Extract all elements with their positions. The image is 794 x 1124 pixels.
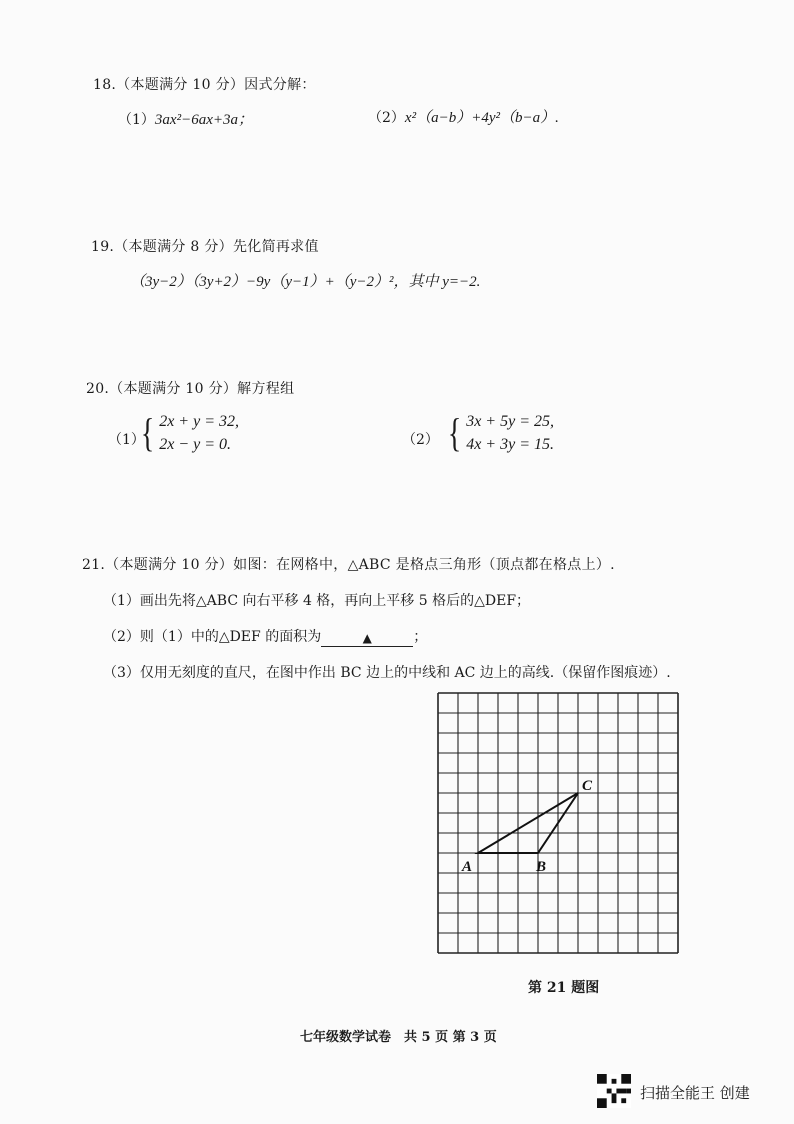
q21-heading: 21.（本题满分 10 分）如图：在网格中，△ABC 是格点三角形（顶点都在格点上）. [82,557,615,573]
q20-part1-label: （1） [108,432,145,448]
q20-part2-label: （2） [402,432,439,448]
page-footer: 七年级数学试卷 共 5 页 第 3 页 [300,1030,497,1045]
vertex-label-b: B [536,859,547,875]
q18-part1-expr: 3ax²−6ax+3a； [154,112,253,128]
q21-part1: （1）画出先将△ABC 向右平移 4 格，再向上平移 5 格后的△DEF； [103,593,531,609]
q21-figure-caption: 第 21 题图 [528,980,600,996]
q21-answer-blank[interactable] [321,630,413,647]
q20-system2-eq1: 3x + 5y = 25, [466,413,554,430]
q20-heading: 20.（本题满分 10 分）解方程组 [86,381,295,397]
q18-heading: 18.（本题满分 10 分）因式分解： [93,77,316,93]
q18-part2 [368,106,559,127]
q21-part2-text: （2）则（1）中的△DEF 的面积为 [103,629,322,645]
vertex-label-a: A [462,859,473,875]
q20-system1-eq2: 2x − y = 0. [159,436,231,453]
q19-expression: （3y−2）（3y+2）−9y（y−1）+（y−2）²，其中 y=−2. [130,274,481,290]
vertex-label-c: C [582,778,593,794]
q18-part2-label: （2） [368,110,405,126]
q19-heading: 19.（本题满分 8 分）先化简再求值 [91,239,319,255]
q18-part1-label: （1） [118,112,155,128]
q21-part3: （3）仅用无刻度的直尺，在图中作出 BC 边上的中线和 AC 边上的高线.（保留作图痕迹）. [103,665,671,681]
q21-grid-figure [430,688,690,963]
q18-part2-expr: x²（a−b）+4y²（b−a）. [404,110,559,126]
qr-code-icon [597,1074,631,1108]
q21-blank-mark: ▲ [362,631,372,645]
q21-part2-end: ； [413,629,428,645]
scanner-watermark: 扫描全能王 创建 [640,1084,750,1102]
q20-system2 [445,410,554,456]
q20-system2-brace: { [447,410,462,455]
q20-system1 [138,410,239,456]
q21-part2 [103,626,427,646]
q20-system1-brace: { [140,410,155,455]
q20-system2-eq2: 4x + 3y = 15. [466,436,554,453]
triangle-abc [478,793,578,853]
q18-part1 [118,108,253,129]
q20-system1-eq1: 2x + y = 32, [159,413,239,430]
